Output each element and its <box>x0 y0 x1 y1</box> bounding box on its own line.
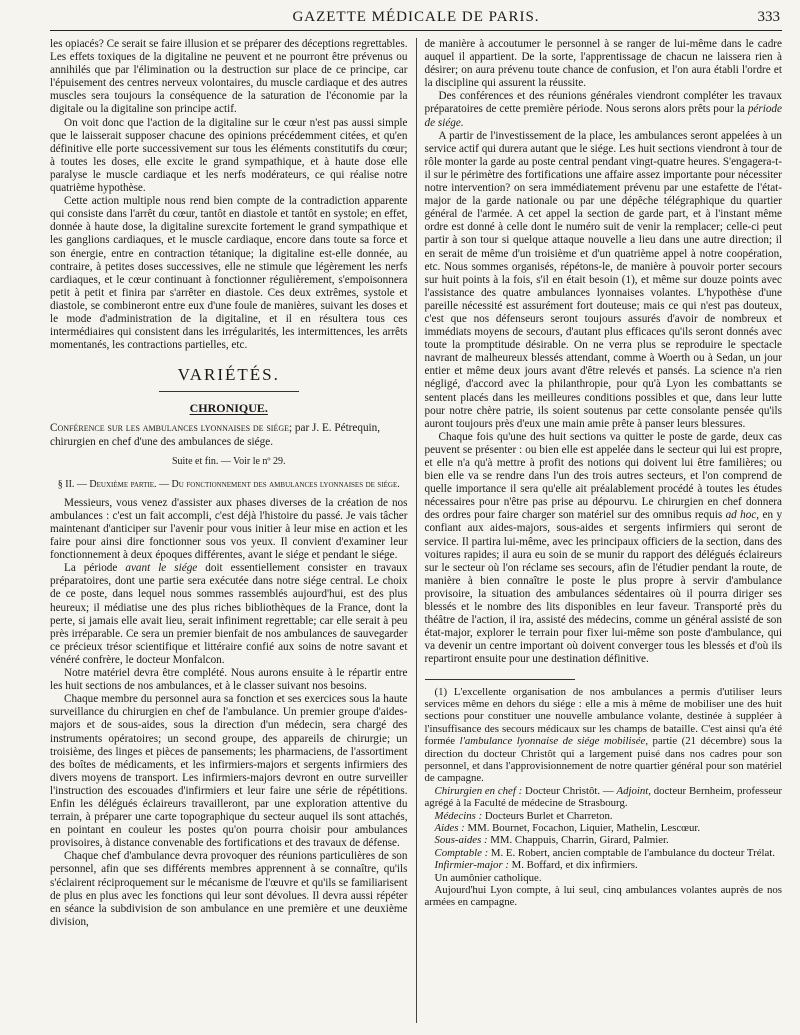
article-title-text: Conférence sur les ambulances lyonnaises de siége; <box>50 422 293 435</box>
text-columns <box>50 38 782 1023</box>
paragraph: Chaque chef d'ambulance devra provoquer des réunions particulières de son personnel, afin que ses différents membres apprennent à se connaître, qu'ils s'éclairent réciproquement sur le mécanisme de l'œuvre et qu'ils se familiarisent de plus en plus avec les fonctions qui leur sont dévolues. Il devra aussi répéter en séance la subdivision de son ambulance en une première et une deuxième division, <box>50 850 408 928</box>
paragraph: Messieurs, vous venez d'assister aux phases diverses de la création de nos ambulances : c'est un fait accompli, c'est déjà l'histoire du passé. Je vais tâcher maintenant d'anticiper sur l'avenir pour vous initier à leur mise en action et les faire pour ainsi dire fonctionner sous vos yeux. Il convient d'examiner leur fonctionnement à deux époques différentes, avant le siége et pendant le siége. <box>50 496 408 562</box>
footnote <box>425 686 783 909</box>
section-rule <box>159 391 299 392</box>
continuation-note: Suite et fin. — Voir le nº 29. <box>171 455 286 467</box>
staff-line <box>425 810 783 822</box>
paragraph: On voit donc que l'action de la digitaline sur le cœur n'est pas aussi simple que le laisserait supposer chacune des opinions précédemment citées, et qu'en définitive elle porte successivement sur tous les éléments constitutifs du cœur; à toutes les doses, elle excite le grand sympathique, et à haute dose elle paralyse le muscle cardiaque et les nerfs modérateurs, ce qui réalise notre quatrième hypothèse. <box>50 116 408 195</box>
italic-text: avant le siége <box>125 562 198 575</box>
part-heading: § II. — Deuxième partie. — Du fonctionnement des ambulances lyonnaises de siége. <box>57 478 400 490</box>
section-title: VARIÉTÉS. <box>177 365 280 385</box>
staff-line <box>425 785 783 810</box>
paragraph <box>425 431 783 667</box>
staff-line <box>425 834 783 846</box>
footnote-paragraph: Aujourd'hui Lyon compte, à lui seul, cinq ambulances volantes auprès de nos armées en campagne. <box>424 884 782 909</box>
text: en y confiant aux aides-majors, sous-aides et sergents infirmiers qui seront de service. Il partira lui-même, avec les principaux officiers de la section, dans des voitures rapides; il aura eu soin de se munir du rapport des délégués éclaireurs sur le secteur où l'on réclame ses secours, afin de l'étudier pendant la route, de manière à bien connaître le poste le plus propre à servir d'ambulance provisoire, la situation des ambulances sédentaires où il pourra diriger ses blessés et le nombre des lits disponibles en leur faveur. Transporté près du théâtre de l'action, il ira, assisté des médecins, comme un général assisté de son état-major, explorer le terrain pour fixer lui-même son poste d'ambulance, qui va devenir un centre important où doivent converger tous les blessés et d'où ils repartiront ensuite pour une destination définitive. <box>424 509 782 666</box>
journal-title: GAZETTE MÉDICALE DE PARIS. <box>292 9 540 25</box>
footnote-paragraph <box>425 686 783 785</box>
role-label: Comptable : <box>434 846 489 859</box>
text: doit essentiellement consister en travaux préparatoires, dont une partie sera exécutée dans notre siége central. Le choix de ce poste, dans lequel nous sommes rassemblés aujourd'hui, est des plus heureux; il médiatise une des plus riches bibliothèques de la France, dont la perte, si jamais elle avait lieu, serait infiniment regrettable; car elle serait à peu près irréparable. Ce sera un premier bienfait de nos ambulances de sauvegarder ce précieux trésor scientifique et littéraire confié aux soins de notre savant et vénéré confrère, le docteur Monfalcon. <box>50 562 408 666</box>
role-label: Chirurgien en chef : <box>434 784 523 797</box>
role-text: Docteur Christôt. — <box>525 784 614 797</box>
staff-line: Un aumônier catholique. <box>434 871 542 884</box>
staff-line <box>425 822 783 834</box>
paragraph: Chaque membre du personnel aura sa fonction et ses exercices sous la haute surveillance du chirurgien en chef de l'ambulance. Un premier groupe d'aides-majors et de sous-aides, sous la direction d'un médecin, sera chargé des instruments opératoires; un second groupe, des appareils de chirurgie; un troisième, des linges et pièces de pansements; les pharmaciens, de l'assortiment des boîtes de médicaments, et les infirmiers-majors et sergents infirmiers des divers moyens de transport. Les infirmiers-majors devront en outre surveiller l'instruction des escouades d'infirmiers et leur faire une série de répétitions. Enfin les délégués éclaireurs travailleront, par une exploration attentive du terrain, à préparer une carte topographique du secteur auquel ils sont attachés, en pointant en couleur les postes qu'on pourra choisir pour ambulances provisoires, à distance convenable des fortifications et des travaux de défense. <box>50 693 408 850</box>
paragraph <box>50 562 408 667</box>
article-title <box>50 422 408 448</box>
text: La période <box>64 562 118 575</box>
role-text: M. E. Robert, ancien comptable de l'ambulance du docteur Trélat. <box>490 846 775 859</box>
role-label: Médecins : <box>434 809 483 822</box>
paragraph: A partir de l'investissement de la place, les ambulances seront appelées à un service actif qui durera autant que le siége. Les huit sections viendront à tour de rôle monter la garde au poste central pendant vingt-quatre heures. S'engagera-t-il sur le périmètre des fortifications une affaire assez importante pour nécessiter notre intervention? on sera immédiatement prévenu par une estafette de l'état-major de la garde nationale ou par une dépêche télégraphique du quartier général de l'armée. A cet appel la section de garde part, et à l'instant même ordre est donné à celle dont le numéro suit de venir la remplacer; celle-ci peut partir à son tour si quelque attaque nouvelle a lieu dans une autre direction; il en serait de même d'un troisième et d'un quatrième appel à notre coopération, etc. Nous sommes organisés, répétons-le, de manière à pouvoir porter secours sur huit points à la fois, s'il en était besoin (1), et même sur douze points avec l'assistance des quatre ambulances lyonnaises volantes. L'hypothèse d'une pareille nécessité est assurément fort douteuse; mais ce qui n'est pas douteux, c'est que nos défenseurs seront toujours assurés d'avoir de nombreux et immédiats moyens de secours, d'autant plus efficaces qu'ils seront donnés avec toute la promptitude désirable. On ne verra plus se reproduire le spectacle navrant de malheureux blessés attendant, comme à Woerth ou à Sedan, un jour entier et même deux jours avant d'être relevés et pansés. La science n'a rien négligé, d'accord avec la philanthropie, pour qu'à Lyon les combattants se sentent placés dans les meilleures conditions possibles et que, dans leur lutte pour notre chère patrie, ils soient soutenus par cette consolante pensée qu'ils auront toujours près d'eux une main amie prête à panser leurs blessures. <box>424 129 782 430</box>
paragraph <box>425 90 783 129</box>
role-label: Adjoint, <box>616 784 651 797</box>
role-text: M. Boffard, et dix infirmiers. <box>511 859 638 872</box>
italic-text: l'ambulance lyonnaise de siége mobilisée, <box>459 735 649 748</box>
text: Des conférences et des réunions générales viendront compléter les travaux préparatoires de cette première période. Nous serons alors prêts pour la <box>424 90 782 116</box>
role-text: MM. Chappuis, Charrin, Girard, Palmier. <box>490 834 669 847</box>
role-label: Sous-aides : <box>434 834 488 847</box>
role-label: Aides : <box>434 821 465 834</box>
right-column <box>417 38 783 1023</box>
staff-line <box>425 847 783 859</box>
paragraph: les opiacés? Ce serait se faire illusion et se préparer des déceptions regrettables. Les effets toxiques de la digitaline ne peuvent et ne pourront être prévenus ou annihilés que par l'élimination ou la destruction sur place de ce principe, car l'épuisement des centres nerveux volontaires, du muscle cardiaque et des autres muscles sera toujours la conséquence de la saturation de l'économie par la digitale ou la digitaline son principe actif. <box>50 38 408 116</box>
paragraph: Notre matériel devra être complété. Nous aurons ensuite à le répartir entre les huit sections de nos ambulances, et à le classer suivant nos besoins. <box>50 667 408 693</box>
paragraph: de manière à accoutumer le personnel à se ranger de lui-même dans le cadre auquel il appartient. De la sorte, l'apprentissage de chacun ne laissera rien à désirer; on aura prévenu toute chance de confusion, et l'on aura établi l'ordre et la discipline qui assurent la réussite. <box>424 38 782 90</box>
footnote-rule <box>425 679 575 680</box>
italic-text: période de siége. <box>424 103 782 129</box>
role-label: Infirmier-major : <box>434 859 509 872</box>
text: (1) L'excellente organisation de nos ambulances a permis d'utiliser leurs services même en dehors du siége : elle a mis à même de mobiliser une des huit sections pour constituer une nouvelle ambulance volante, destinée à suppléer à l'insuffisance des secours médicaux sur les champs de bataille. C'est ainsi qu'a été formée <box>424 685 782 748</box>
role-text: Docteurs Burlet et Charreton. <box>484 809 613 822</box>
page-header <box>50 0 782 31</box>
text: Chaque fois qu'une des huit sections va quitter le poste de garde, deux cas peuvent se présenter : ou bien elle est appelée dans le secteur qui lui est propre, et elle n'a qu'à mettre à profit des notions qui doivent lui être familières; ou bien elle va se rendre dans l'un des trois autres secteurs, et l'on comprend de quelle importance il sera qu'elle ait préalablement procédé à toutes les études nécessaires pour n'être pas prise au dépourvu. Le chirurgien en chef donnera des ordres pour faire charger son matériel sur des omnibus requis <box>424 430 782 522</box>
subsection-title: CHRONIQUE. <box>189 401 268 416</box>
role-text: MM. Bournet, Focachon, Liquier, Mathelin, Lescœur. <box>467 821 701 834</box>
italic-text: ad hoc, <box>725 509 760 522</box>
left-column <box>50 38 417 1023</box>
role-text: docteur Bernheim, professeur agrégé à la Faculté de médecine de Strasbourg. <box>424 784 782 810</box>
page-number: 333 <box>757 9 780 25</box>
text: partie (21 décembre) sous la direction du docteur Christôt qui a largement puisé dans nos cadres pour son personnel, et dans l'approvisionnement de notre quartier général pour son matériel de campagne. <box>424 735 782 785</box>
paragraph: Cette action multiple nous rend bien compte de la contradiction apparente qui consiste dans l'arrêt du cœur, tantôt en diastole et tantôt en systole; en effet, donnée à haute dose, la digitaline surexcite fortement le grand sympathique et les ganglions cardiaques, et le muscle cardiaque, encore dans toute sa force et son énergie, entre en contraction tétanique; la digitaline est-elle donnée, au contraire, à petites doses successives, elle ne stimule que légèrement les nerfs cardiaques, et le cœur continuant à fonctionner régulièrement, s'empoisonnera petit à petit et finira par s'arrêter en diastole. Ces deux extrêmes, systole et diastole, se combineront entre eux d'une foule de manières, suivant les doses et le mode d'administration de la digitaline, et il en résultera tous ces intermédiaires qui consistent dans les irrégularités, les intermittences, les arrêts momentanés, les contractions partielles, etc. <box>50 195 408 352</box>
staff-line <box>425 859 783 871</box>
article-author: par J. E. Pétrequin, chirurgien en chef d'une des ambulances de siége. <box>50 422 381 448</box>
